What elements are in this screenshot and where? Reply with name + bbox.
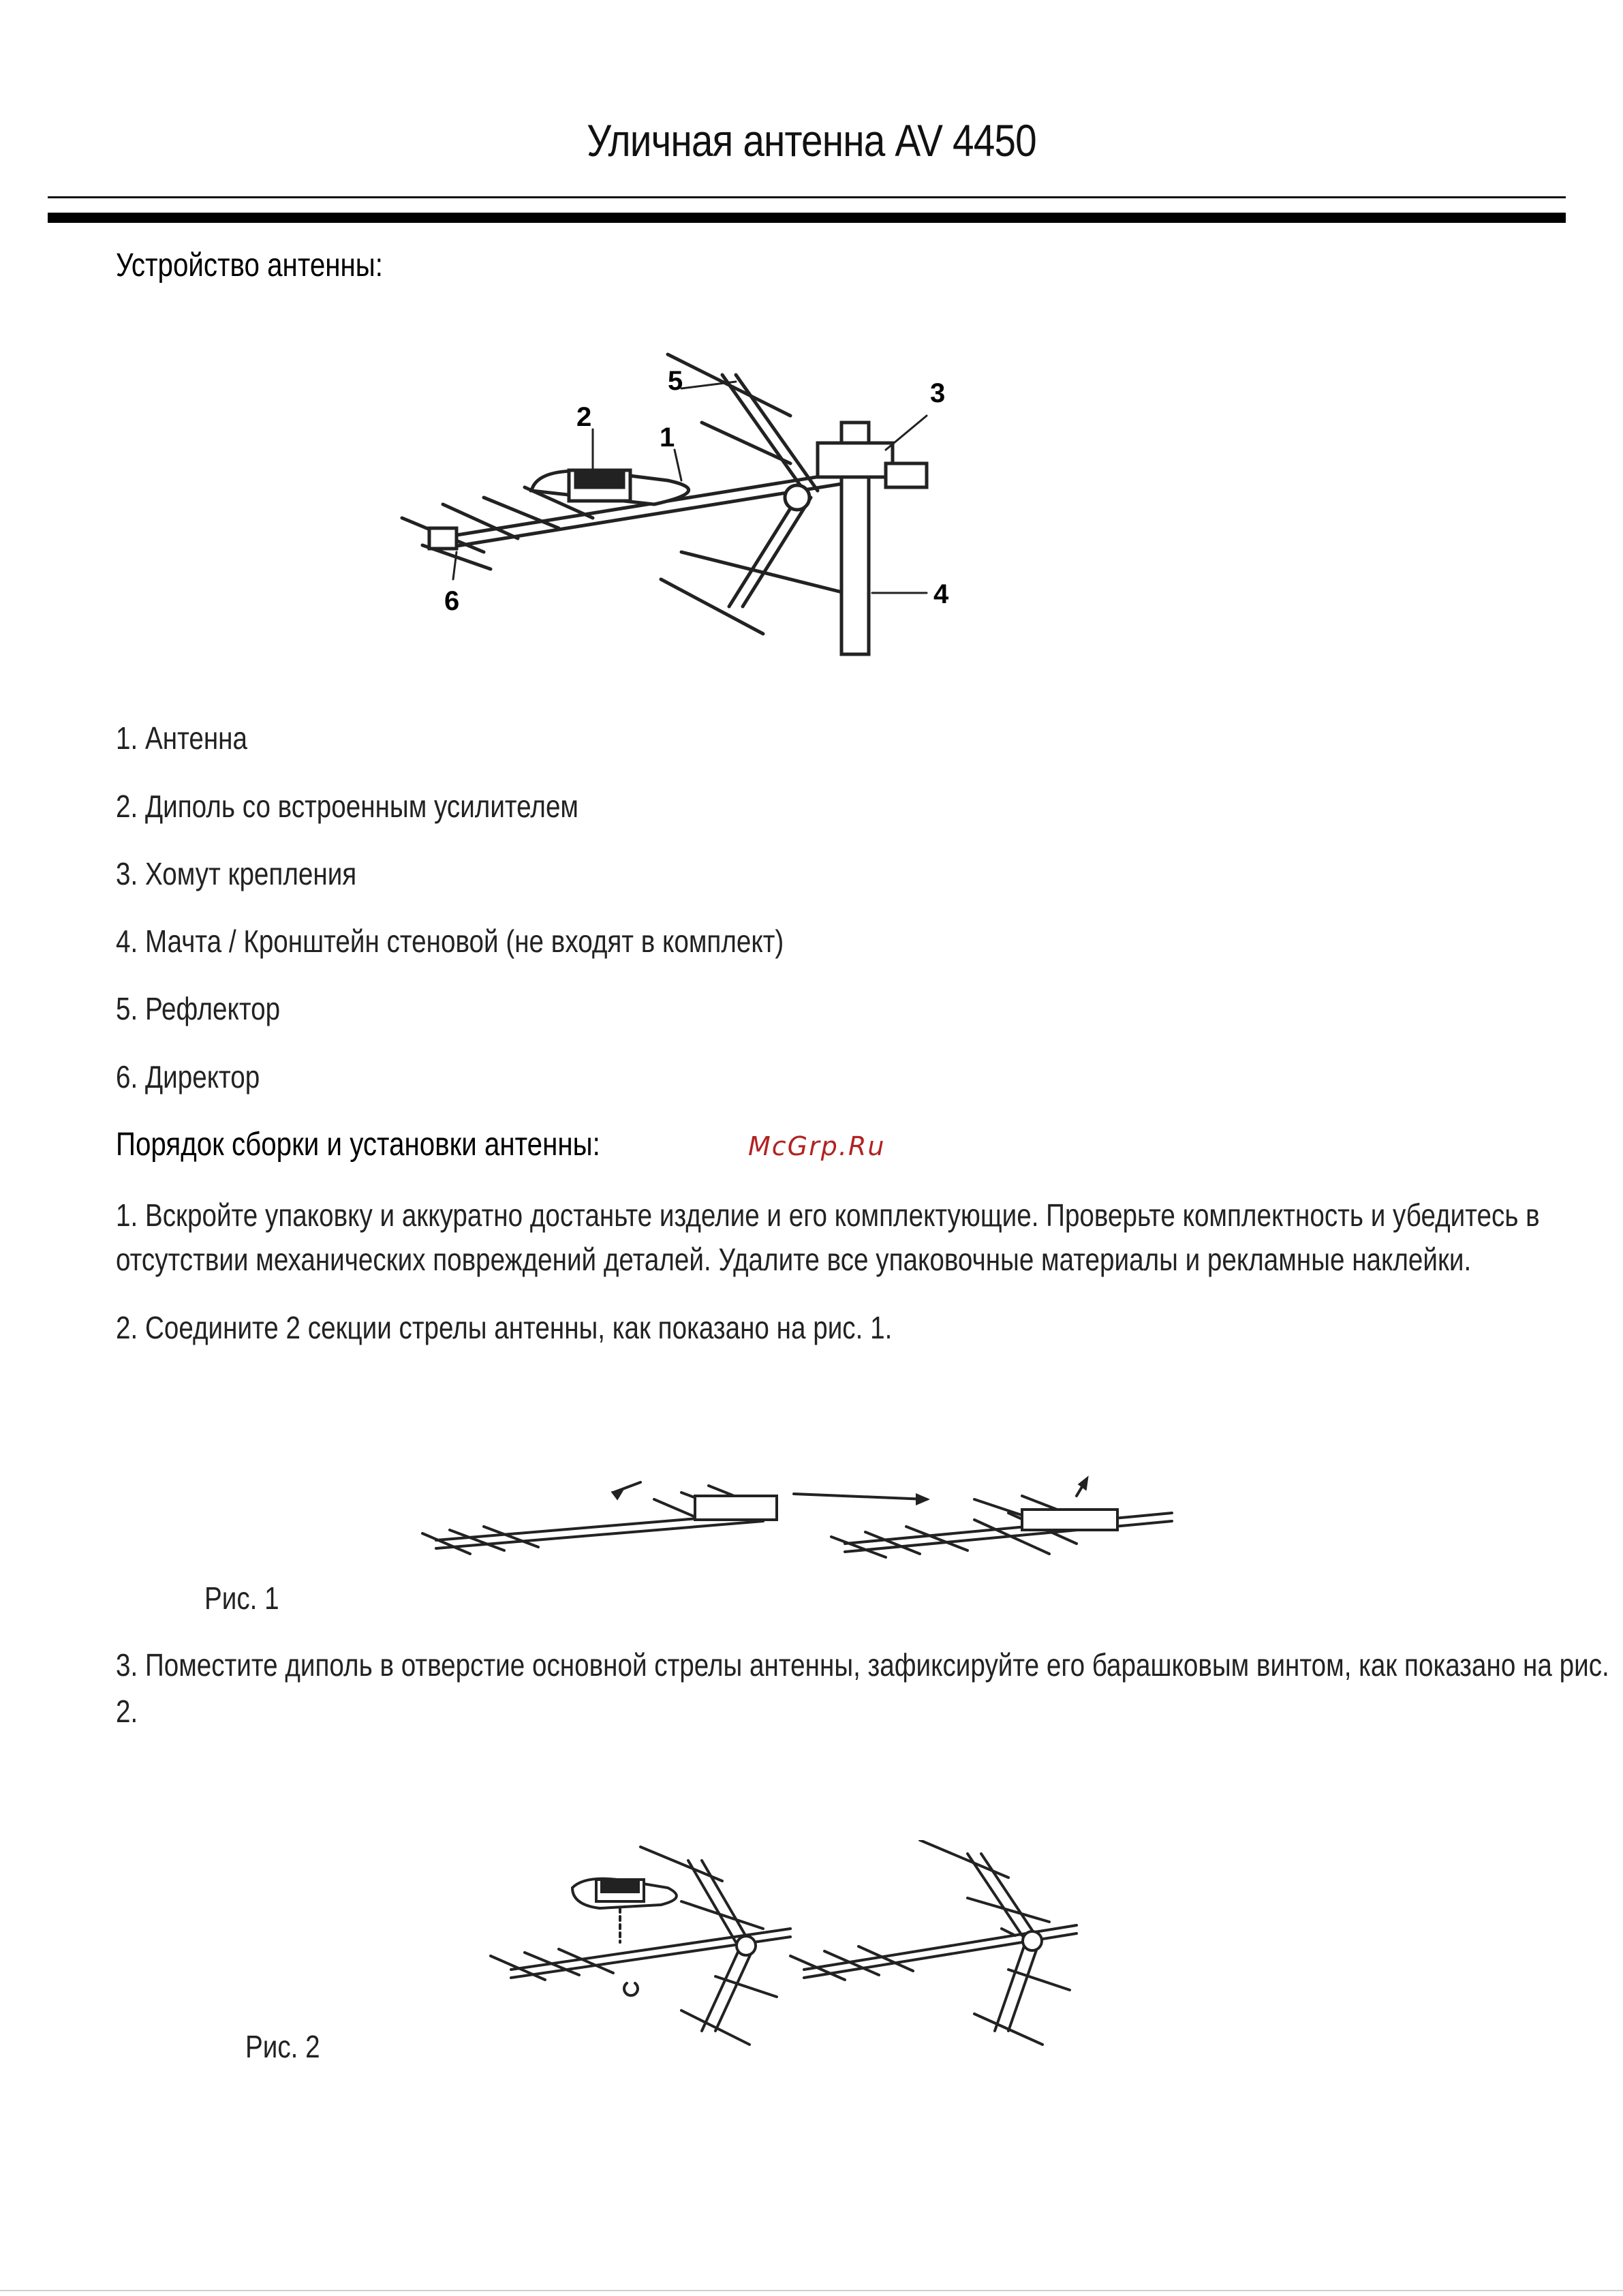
- antenna-structure-figure: [382, 334, 995, 675]
- figure-label-6: 6: [444, 586, 460, 616]
- step-1-line-2: отсутствии механических повреждений деталей. Удалите все упаковочные материалы и рекламные наклейки.: [116, 1242, 1472, 1277]
- figure-label-1: 1: [660, 423, 675, 453]
- parts-list-item: 4. Мачта / Кронштейн стеновой (не входят в комплект): [116, 923, 784, 959]
- parts-list-item: 6. Директор: [116, 1059, 260, 1095]
- page-bottom-edge: [0, 2290, 1623, 2291]
- boom-section-right: [845, 1513, 1172, 1544]
- step-2: 2. Соедините 2 секции стрелы антенны, как показано на рис. 1.: [116, 1310, 893, 1345]
- figure-label-2: 2: [576, 402, 592, 432]
- page-title: Уличная антенна AV 4450: [587, 115, 1036, 166]
- parts-list-item: 5. Рефлектор: [116, 991, 281, 1026]
- step-3-line-2: 2.: [116, 1694, 138, 1729]
- mount-clamp: [818, 443, 893, 477]
- title-rule-thin: [48, 196, 1566, 198]
- section-heading-structure: Устройство антенны:: [116, 247, 383, 284]
- figure-1-caption: Рис. 1: [204, 1580, 279, 1616]
- parts-list-item: 1. Антенна: [116, 720, 248, 756]
- figure-2-dipole-install: [477, 1840, 1090, 2058]
- figure-2-caption: Рис. 2: [245, 2029, 320, 2064]
- assembly-arrow: [794, 1494, 927, 1499]
- figure-label-4: 4: [933, 579, 949, 609]
- step-1-line-1: 1. Вскройте упаковку и аккуратно достаньте изделие и его комплектующие. Проверьте комплектность и убедитесь в: [116, 1197, 1540, 1233]
- parts-list-item: 2. Диполь со встроенным усилителем: [116, 789, 578, 824]
- section-heading-assembly: Порядок сборки и установки антенны:: [116, 1127, 600, 1163]
- figure-label-5: 5: [668, 366, 683, 396]
- parts-list-item: 3. Хомут крепления: [116, 856, 357, 891]
- watermark: McGrp.Ru: [748, 1131, 886, 1161]
- figure-1-boom-assembly: [409, 1458, 1192, 1567]
- title-rule-thick: [48, 213, 1566, 223]
- step-3-line-1: 3. Поместите диполь в отверстие основной стрелы антенны, зафиксируйте его барашковым винтом, как показано на рис.: [116, 1647, 1609, 1683]
- figure-label-3: 3: [930, 378, 946, 408]
- reflector-arm: [722, 375, 804, 491]
